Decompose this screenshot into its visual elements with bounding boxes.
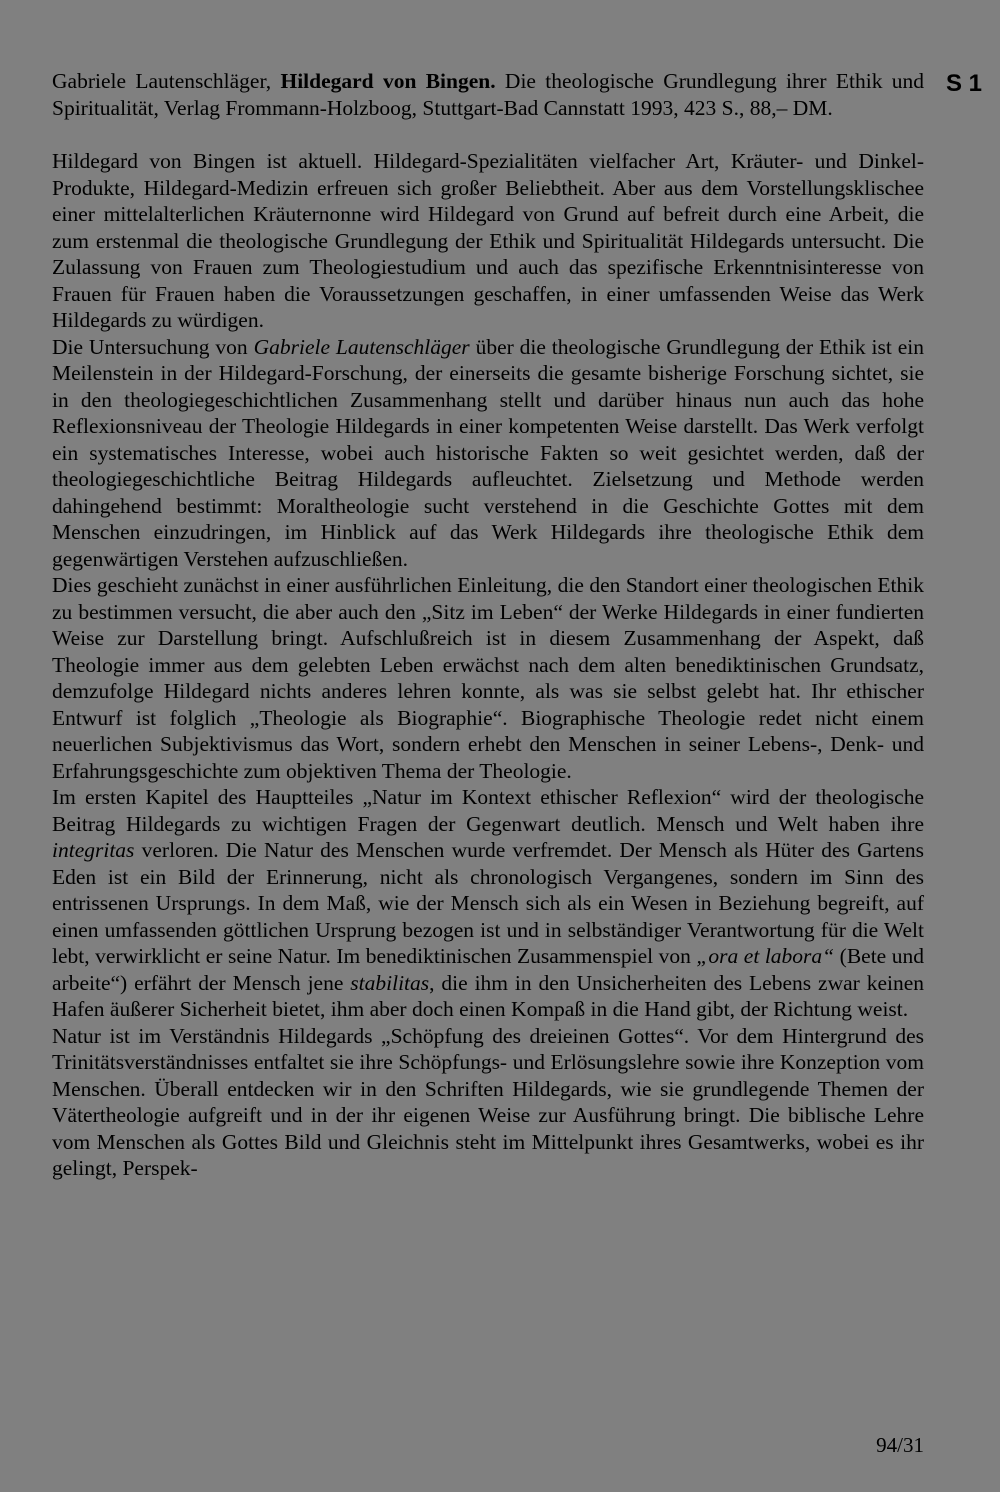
body-paragraph	[52, 1023, 924, 1182]
body-paragraph	[52, 572, 924, 784]
italic-text: stabilitas	[350, 970, 430, 995]
body-paragraph	[52, 148, 924, 334]
text-column	[52, 68, 924, 1182]
body-paragraph	[52, 784, 924, 1023]
paragraph-text: Hildegard von Bingen ist aktuell. Hildegard-Spezialitäten vielfacher Art, Kräuter- und Dinkel-Produkte, Hildegard-Medizin erfreuen sich großer Beliebtheit. Aber aus dem Vorstellungsklischee einer mittelalterlichen Kräuternonne wird Hildegard von Grund auf befreit durch eine Arbeit, die zum erstenmal die theologische Grundlegung der Ethik und Spiritualität Hildegards untersucht. Die Zulassung von Frauen zum Theologiestudium und auch das spezifische Erkenntnisinteresse von Frauen für Frauen haben die Voraussetzungen geschaffen, in einer umfassenden Weise das Werk Hildegards zu würdigen.	[52, 149, 924, 332]
citation-details: Die theologische Grundlegung ihrer Ethik und Spiritualität, Verlag Frommann-Holzboog, Stuttgart-Bad Cannstatt 1993, 423 S., 88,– DM.	[52, 69, 925, 120]
paragraph-text: verloren. Die Natur des Menschen wurde verfremdet. Der Mensch als Hüter des Gartens Eden ist ein Bild der Erinnerung, nicht als chronologisch Vergangenes, sondern im Sinn des entrissenen Ursprungs. In dem Maß, wie der Mensch sich als ein Wesen in Beziehung begreift, auf einen umfassenden göttlichen Ursprung bezogen ist und in selbständiger Verantwortung für die Welt lebt, verwirklicht er seine Natur. Im benediktinischen Zusammenspiel von	[52, 838, 924, 968]
paragraph-text: Dies geschieht zunächst in einer ausführlichen Einleitung, die den Standort einer theologischen Ethik zu bestimmen versucht, die aber auch den „Sitz im Leben“ der Werke Hildegards in einer fundierten Weise zur Darstellung bringt. Aufschlußreich ist in diesem Zusammenhang der Aspekt, daß Theologie immer aus dem gelebten Leben erwächst nach dem alten benediktinischen Grundsatz, demzufolge Hildegard nichts anderes lehren konnte, als was sie selbst gelebt hat. Ihr ethischer Entwurf ist folglich „Theologie als Biographie“. Biographische Theologie redet nicht einem neuerlichen Subjektivismus das Wort, sondern erhebt den Menschen in seiner Lebens-, Denk- und Erfahrungsgeschichte zum objektiven Thema der Theologie.	[52, 573, 924, 783]
body-paragraph	[52, 334, 924, 573]
italic-text: „ora et labora“	[696, 944, 835, 968]
citation-title: Hildegard von Bingen.	[280, 69, 496, 93]
paragraph-text: Die Untersuchung von	[52, 334, 254, 359]
paragraph-text: (Bete und arbeite“) erfährt der Mensch jene	[52, 944, 924, 995]
paragraph-text: , die ihm in den Unsicherheiten des Lebens zwar keinen Hafen äußerer Sicherheit bietet, ihm aber doch einen Kompaß in die Hand gibt, der Richtung weist.	[52, 970, 925, 1021]
paragraph-text: Im ersten Kapitel des Hauptteiles „Natur im Kontext ethischer Reflexion“ wird der theologische Beitrag Hildegards zu wichtigen Fragen der Gegenwart deutlich. Mensch und Welt haben ihre	[52, 785, 924, 836]
section-mark: S 1	[946, 70, 983, 97]
review-body	[52, 148, 924, 1182]
citation-author: Gabriele Lautenschläger,	[52, 69, 272, 93]
italic-text: Gabriele Lautenschläger	[253, 334, 470, 359]
book-citation	[52, 68, 924, 121]
paragraph-text: über die theologische Grundlegung der Ethik ist ein Meilenstein in der Hildegard-Forschung, der einerseits die gesamte bisherige Forschung sichtet, sie in den theologiegeschichtlichen Zusammenhang stellt und darüber hinaus nun auch das hohe Reflexionsniveau der Theologie Hildegards in einer kompetenten Weise darstellt. Das Werk verfolgt ein systematisches Interesse, wobei auch historische Fakten so weit gesichtet werden, daß der theologiegeschichtliche Beitrag Hildegards aufleuchtet. Zielsetzung und Methode werden dahingehend bestimmt: Moraltheologie sucht verstehend in die Geschichte Gottes mit dem Menschen einzudringen, im Hinblick auf das Werk Hildegards ihre theologische Ethik dem gegenwärtigen Verstehen aufzuschließen.	[52, 334, 924, 571]
paragraph-text: Natur ist im Verständnis Hildegards „Schöpfung des dreieinen Gottes“. Vor dem Hintergrund des Trinitätsverständnisses entfaltet sie ihre Schöpfungs- und Erlösungslehre sowie ihre Konzeption vom Menschen. Überall entdecken wir in den Schriften Hildegards, wie sie grundlegende Themen der Vätertheologie aufgreift und in der ihr eigenen Weise zur Ausführung bringt. Die biblische Lehre vom Menschen als Gottes Bild und Gleichnis steht im Mittelpunkt ihres Gesamtwerks, wobei es ihr gelingt, Perspek-	[52, 1023, 924, 1180]
italic-text: integritas	[52, 838, 135, 862]
page-number: 94/31	[876, 1433, 924, 1457]
